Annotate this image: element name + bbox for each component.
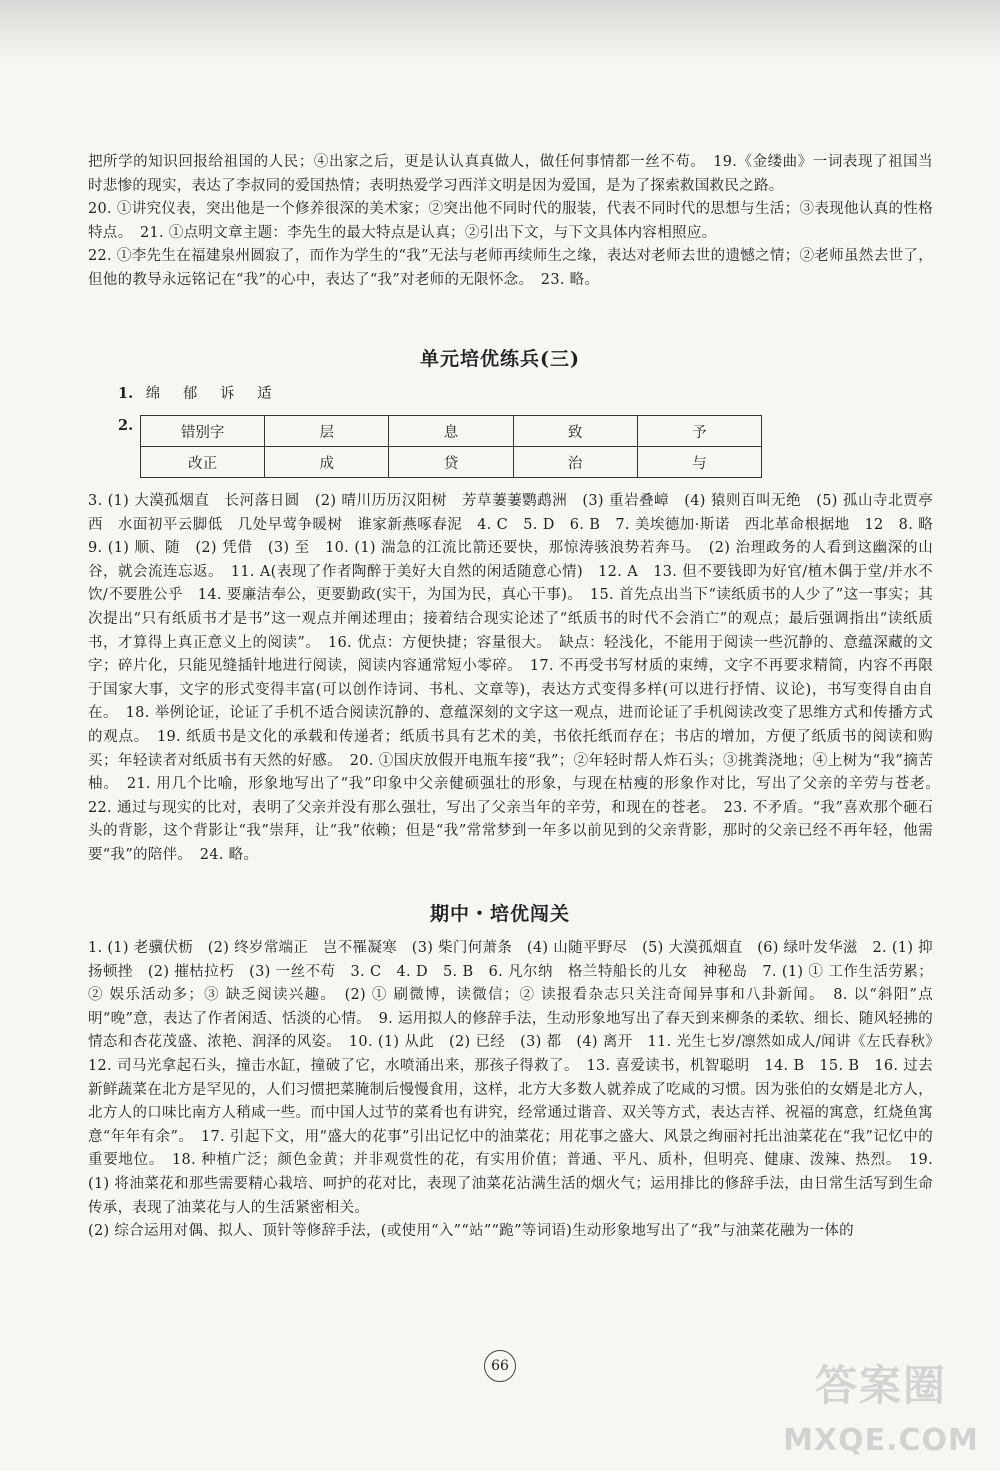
section3-answers <box>88 490 948 868</box>
previous-answers-block <box>88 151 933 293</box>
table-row <box>141 447 762 478</box>
answer-paragraph: 1. (1) 老骥伏枥 (2) 终岁常端正 岂不罹凝寒 (3) 柴门何萧条 (4) 山随平野尽 (5) 大漠孤烟直 (6) 绿叶发华滋 2. (1) 抑扬顿挫 (2) 摧枯拉朽 (3) 一丝不苟 3. C 4. D 5. B 6. 凡尔纳 格兰特船长的儿女 神秘岛 7. (1) ① 工作生活劳累；② 娱乐活动多；③ 缺乏阅读兴趣。 (2) ① 刷微博，读微信；② 读报看杂志只关注奇闻异事和八卦新闻。 8. 以“斜阳”点明“晚”意，表达了作者闲适、恬淡的心情。 9. 运用拟人的修辞手法，生动形象地写出了春天到来柳条的柔软、细长、随风轻拂的情态和杏花茂盛、浓艳、润泽的风姿。 10. (1) 从此 (2) 已经 (3) 都 (4) 离开 11. 光生七岁/凛然如成人/闻讲《左氏春秋》 12. 司马光拿起石头，撞击水缸，撞破了它，水喷涌出来，那孩子得救了。 13. 喜爱读书，机智聪明 14. B 15. B 16. 过去新鲜蔬菜在北方是罕见的，人们习惯把菜腌制后慢慢食用，这样，北方大多数人就养成了吃咸的习惯。因为张伯的女婿是北方人，北方人的口味比南方人稍咸一些。而中国人过节的菜肴也有讲究，经常通过谐音、双关等方式，表达吉祥、祝福的寓意，红烧鱼寓意“年年有余”。 17. 引起下文，用“盛大的花事”引出记忆中的油菜花；用花事之盛大、风景之绚丽衬托出油菜花在“我”记忆中的重要地位。 18. 种植广泛；颜色金黄；并非观赏性的花，有实用价值；普通、平凡、质朴，但明亮、健康、泼辣、热烈。 19. (1) 将油菜花和那些需要精心栽培、呵护的花对比，表现了油菜花沾满生活的烟火气；运用排比的修辞手法，由日常生活写到生命传承，表现了油菜花与人的生活紧密相关。 <box>88 940 948 1216</box>
table-cell: 致 <box>513 416 637 447</box>
answer-words: 绵 郁 诉 适 <box>145 386 281 402</box>
table-cell: 治 <box>513 447 637 478</box>
question-number: 1. <box>118 385 134 402</box>
question-number: 2. <box>118 417 134 434</box>
answer-paragraph: 22. ①李先生在福建泉州圆寂了，而作为学生的“我”无法与老师再续师生之缘，表达对老师去世的遗憾之情；②老师虽然去世了，但他的教导永远铭记在“我”的心中，表达了“我”对老师的无限怀念。 23. 略。 <box>88 248 933 288</box>
answer-paragraph: 3. (1) 大漠孤烟直 长河落日圆 (2) 晴川历历汉阳树 芳草萋萋鹦鹉洲 (3) 重岩叠嶂 (4) 猿则百叫无绝 (5) 孤山寺北贾亭西 水面初平云脚低 几处早莺争暖树 谁家新燕啄春泥 4. C 5. D 6. B 7. 美埃德加·斯诺 西北革命根据地 12 8. 略 9. (1) 顺、随 (2) 凭借 (3) 至 10. (1) 湍急的江流比箭还要快，那惊涛骇浪势若奔马。 (2) 治理政务的人看到这幽深的山谷，就会流连忘返。 11. A(表现了作者陶醉于美好大自然的闲适随意心情) 12. A 13. 但不要钱即为好官/植木偶于堂/并水不饮/不要胜公乎 14. 要廉洁奉公，更要勤政(实干，为国为民，真心干事)。 15. 首先点出当下“读纸质书的人少了”这一事实；其次提出“只有纸质书才是书”这一观点并阐述理由；接着结合现实论述了“纸质书的时代不会消亡”的观点；最后强调指出“读纸质书，才算得上真正意义上的阅读”。 16. 优点：方便快捷；容量很大。 缺点：轻浅化，不能用于阅读一些沉静的、意蕴深藏的文字；碎片化，只能见缝插针地进行阅读，阅读内容通常短小零碎。 17. 不再受书写材质的束缚，文字不再要求精简，内容不再限于国家大事，文字的形式变得丰富(可以创作诗词、书札、文章等)，表达方式变得多样(可以进行抒情、议论)，书写变得自由自在。 18. 举例论证，论证了手机不适合阅读沉静的、意蕴深刻的文字这一观点，进而论证了手机阅读改变了思维方式和传播方式的观点。 19. 纸质书是文化的承载和传递者；纸质书具有艺术的美，书依托纸而存在；书店的增加，方便了纸质书的阅读和购买；年轻读者对纸质书有天然的好感。 20. ①国庆放假开电瓶车接“我”；②年轻时帮人炸石头；③挑粪浇地；④上树为“我”摘苦柚。 21. 用几个比喻，形象地写出了“我”印象中父亲健硕强壮的形象，与现在枯瘦的形象作对比，写出了父亲的辛劳与苍老。 22. 通过与现实的比对，表明了父亲并没有那么强壮，写出了父亲当年的辛劳，和现在的苍老。 23. 不矛盾。“我”喜欢那个砸石头的背影，这个背影让“我”崇拜，让“我”依赖；但是“我”常常梦到一年多以前见到的父亲背影，那时的父亲已经不再年轻，他需要“我”的陪伴。 24. 略。 <box>88 493 948 863</box>
answer-paragraph: (2) 综合运用对偶、拟人、顶针等修辞手法，(或使用“入”“站”“跪”等词语)生动形象地写出了“我”与油菜花融为一体的 <box>88 1223 854 1240</box>
scan-shadow <box>0 0 1000 62</box>
question-1 <box>118 382 281 403</box>
midterm-answers <box>88 937 948 1244</box>
watermark-logo: 答案圈 <box>814 1361 947 1410</box>
table-cell: 予 <box>637 416 761 447</box>
answer-paragraph: 20. ①讲究仪表，突出他是一个修养很深的美术家；②突出他不同时代的服装，代表不同时代的思想与生活；③表现他认真的性格特点。 21. ①点明文章主题：李先生的最大特点是认真；②引出下文，与下文具体内容相照应。 <box>88 201 933 241</box>
table-row <box>141 416 762 447</box>
table-cell: 与 <box>637 447 761 478</box>
table-cell: 贷 <box>389 447 513 478</box>
table-cell: 息 <box>389 416 513 447</box>
section-title: 单元培优练兵(三) <box>420 348 580 370</box>
page-number: 66 <box>484 1350 516 1382</box>
answer-paragraph: 把所学的知识回报给祖国的人民；④出家之后，更是认认真真做人，做任何事情都一丝不苟。 19.《金缕曲》一词表现了祖国当时悲惨的现实，表达了李叔同的爱国热情；表明热爱学习西洋文明是因为爱国，是为了探索救国救民之路。 <box>88 154 933 194</box>
table-cell: 错别字 <box>141 416 265 447</box>
table-cell: 改正 <box>141 447 265 478</box>
watermark <box>781 1351 986 1471</box>
table-cell: 成 <box>265 447 389 478</box>
section-title: 期中・培优闯关 <box>429 903 570 925</box>
correction-table <box>140 415 762 478</box>
table-cell: 层 <box>265 416 389 447</box>
watermark-url: MXQE.COM <box>783 1423 979 1458</box>
